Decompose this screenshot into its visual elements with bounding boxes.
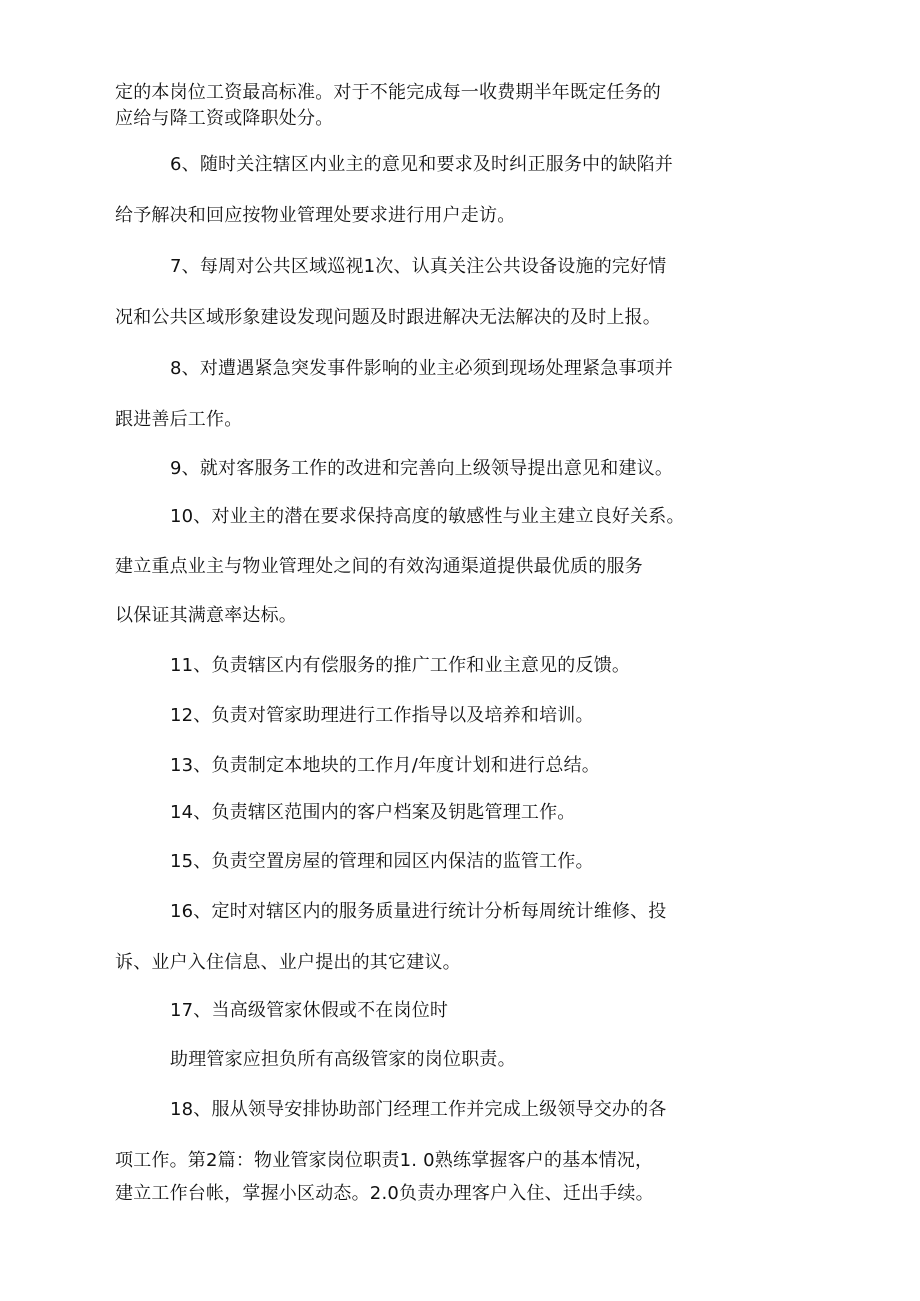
text-line: 建立重点业主与物业管理处之间的有效沟通渠道提供最优质的服务 (115, 556, 643, 577)
text-line: 诉、业户入住信息、业户提出的其它建议。 (115, 952, 461, 973)
text-line: 17、当高级管家休假或不在岗位时 (170, 1000, 449, 1021)
text-line: 7、每周对公共区域巡视1次、认真关注公共设备设施的完好情 (170, 256, 667, 277)
text-line: 9、就对客服务工作的改进和完善向上级领导提出意见和建议。 (170, 458, 674, 479)
text-line: 项工作。第2篇：物业管家岗位职责1. 0熟练掌握客户的基本情况， (115, 1150, 654, 1171)
text-line: 10、对业主的潜在要求保持高度的敏感性与业主建立良好关系。 (170, 506, 685, 527)
text-line: 跟进善后工作。 (115, 409, 243, 430)
text-line: 14、负责辖区范围内的客户档案及钥匙管理工作。 (170, 802, 576, 823)
text-line: 助理管家应担负所有高级管家的岗位职责。 (170, 1049, 516, 1070)
text-line: 况和公共区域形象建设发现问题及时跟进解决无法解决的及时上报。 (115, 307, 661, 328)
text-line: 13、负责制定本地块的工作月/年度计划和进行总结。 (170, 755, 600, 776)
text-line: 定的本岗位工资最高标准。对于不能完成每一收费期半年既定任务的 (115, 82, 661, 103)
text-line: 11、负责辖区内有偿服务的推广工作和业主意见的反馈。 (170, 655, 631, 676)
text-line: 给予解决和回应按物业管理处要求进行用户走访。 (115, 205, 516, 226)
text-line: 18、服从领导安排协助部门经理工作并完成上级领导交办的各 (170, 1099, 667, 1120)
text-line: 15、负责空置房屋的管理和园区内保洁的监管工作。 (170, 851, 594, 872)
text-line: 12、负责对管家助理进行工作指导以及培养和培训。 (170, 705, 594, 726)
text-line: 建立工作台帐，掌握小区动态。2.0负责办理客户入住、迁出手续。 (115, 1183, 654, 1204)
text-line: 16、定时对辖区内的服务质量进行统计分析每周统计维修、投 (170, 901, 667, 922)
text-line: 6、随时关注辖区内业主的意见和要求及时纠正服务中的缺陷并 (170, 154, 674, 175)
text-line: 以保证其满意率达标。 (115, 605, 297, 626)
text-line: 应给与降工资或降职处分。 (115, 108, 334, 129)
text-line: 8、对遭遇紧急突发事件影响的业主必须到现场处理紧急事项并 (170, 358, 674, 379)
